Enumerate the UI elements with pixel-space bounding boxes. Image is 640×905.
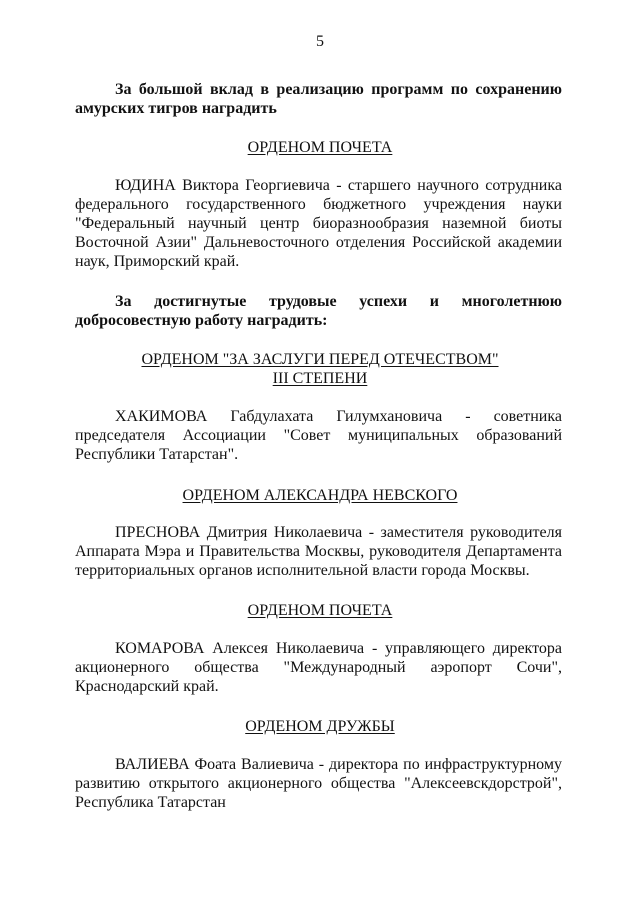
text-line: наук, Приморский край. [75, 253, 240, 270]
award-title-line: ОРДЕНОМ ПОЧЕТА [247, 139, 393, 156]
award-title-line: ОРДЕНОМ "ЗА ЗАСЛУГИ ПЕРЕД ОТЕЧЕСТВОМ" [141, 351, 499, 368]
recipient-paragraph [75, 407, 562, 464]
award-intro [75, 80, 562, 118]
award-title-line: ОРДЕНОМ ПОЧЕТА [247, 602, 393, 619]
recipient-paragraph [75, 639, 562, 696]
award-title [0, 138, 640, 157]
text-line: амурских тигров наградить [75, 100, 277, 117]
text-line: территориальных органов исполнительной власти города Москвы. [75, 562, 530, 579]
recipient-paragraph [75, 755, 562, 812]
text-line: "Федеральный научный центр биоразнообразия наземной биоты [75, 215, 562, 232]
text-line: федерального государственного бюджетного учреждения науки [75, 196, 562, 213]
text-line: КОМАРОВА Алексея Николаевича - управляющего директора [115, 640, 562, 657]
page-number: 5 [316, 33, 324, 50]
text-line: Восточной Азии" Дальневосточного отделения Российской академии [75, 234, 562, 251]
text-line: За достигнутые трудовые успехи и многолетнюю [115, 293, 562, 310]
award-title [0, 486, 640, 505]
award-title [0, 717, 640, 736]
text-line: Республика Татарстан [75, 794, 226, 811]
text-line: Республики Татарстан". [75, 446, 239, 463]
award-title [0, 350, 640, 388]
award-title-line: III СТЕПЕНИ [272, 370, 368, 387]
text-line: За большой вклад в реализацию программ по сохранению [115, 81, 562, 98]
text-line: развитию открытого акционерного общества "Алексеевскдорстрой", [75, 775, 562, 792]
text-line: председателя Ассоциации "Совет муниципальных образований [75, 427, 562, 444]
text-line: Краснодарский край. [75, 678, 219, 695]
text-line: акционерного общества "Международный аэропорт Сочи", [75, 659, 562, 676]
text-line: Аппарата Мэра и Правительства Москвы, руководителя Департамента [75, 543, 562, 560]
text-line: ПРЕСНОВА Дмитрия Николаевича - заместителя руководителя [115, 524, 562, 541]
recipient-paragraph [75, 523, 562, 580]
text-line: добросовестную работу наградить: [75, 312, 328, 329]
text-line: ХАКИМОВА Габдулахата Гилумхановича - советника [115, 408, 562, 425]
award-intro [75, 292, 562, 330]
text-line: ВАЛИЕВА Фоата Валиевича - директора по инфраструктурному [115, 756, 562, 773]
award-title-line: ОРДЕНОМ ДРУЖБЫ [245, 718, 395, 735]
text-line: ЮДИНА Виктора Георгиевича - старшего научного сотрудника [115, 177, 562, 194]
award-title [0, 601, 640, 620]
recipient-paragraph [75, 176, 562, 271]
award-title-line: ОРДЕНОМ АЛЕКСАНДРА НЕВСКОГО [182, 487, 458, 504]
